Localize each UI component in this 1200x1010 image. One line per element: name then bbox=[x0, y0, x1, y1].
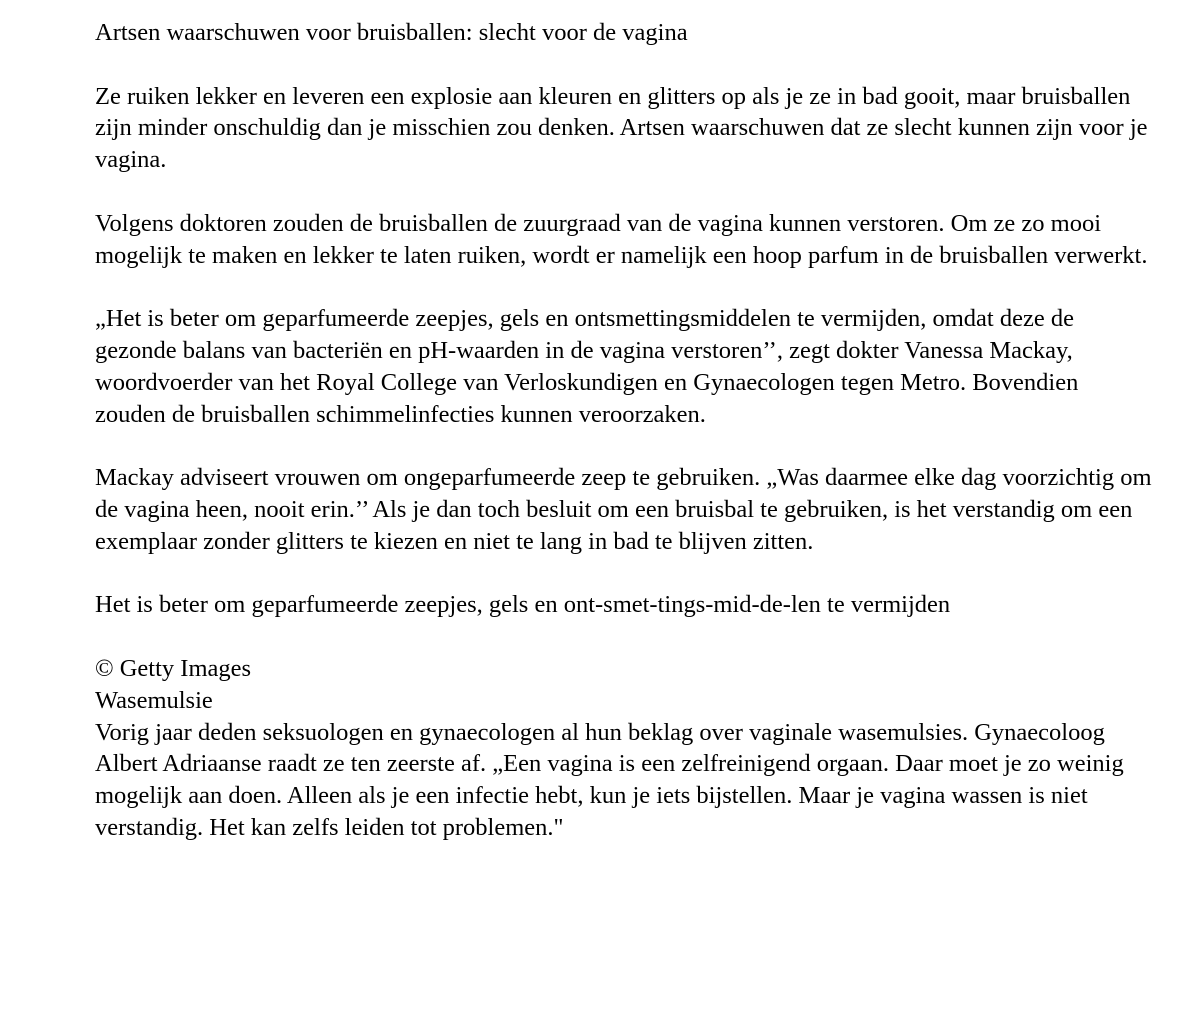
article-paragraph-4: Mackay adviseert vrouwen om ongeparfumeerde zeep te gebruiken. „Was daarmee elke dag voorzichtig om de vagina heen, nooit erin.’’ Als je dan toch besluit om een bruisbal te gebruiken, is het verstandig om een exemplaar zonder glitters te kiezen en niet te lang in bad te blijven zitten. bbox=[95, 464, 1152, 555]
image-credit: © Getty Images bbox=[95, 654, 252, 682]
article-paragraph-3: „Het is beter om geparfumeerde zeepjes, gels en ontsmettingsmiddelen te vermijden, omdat deze de gezonde balans van bacteriën en pH-waarden in de vagina verstoren’’, zegt dokter Vanessa Mackay, woordvoerder van het Royal College van Verloskundigen en Gynaecologen tegen Metro. Bovendien zouden de bruisballen schimmelinfecties kunnen veroorzaken. bbox=[95, 305, 1079, 428]
subheading: Wasemulsie bbox=[95, 686, 213, 714]
article-document bbox=[95, 17, 1155, 844]
article-title: Artsen waarschuwen voor bruisballen: slecht voor de vagina bbox=[95, 19, 688, 46]
pull-quote: Het is beter om geparfumeerde zeepjes, gels en ont-smet-tings-mid-de-len te vermijden bbox=[95, 591, 951, 619]
article-paragraph-1: Ze ruiken lekker en leveren een explosie aan kleuren en glitters op als je ze in bad gooit, maar bruisballen zijn minder onschuldig dan je misschien zou denken. Artsen waarschuwen dat ze slecht kunnen zijn voor je vagina. bbox=[95, 82, 1148, 174]
article-paragraph-2: Volgens doktoren zouden de bruisballen de zuurgraad van de vagina kunnen verstoren. Om ze zo mooi mogelijk te maken en lekker te laten ruiken, wordt er namelijk een hoop parfum in de bruisballen verwerkt. bbox=[95, 209, 1148, 269]
article-paragraph-final: Vorig jaar deden seksuologen en gynaecologen al hun beklag over vaginale wasemulsies. Gynaecoloog Albert Adriaanse raadt ze ten zeerste af. „Een vagina is een zelfreinigend orgaan. Daar moet je zo weinig mogelijk aan doen. Alleen als je een infectie hebt, kun je iets bijstellen. Maar je vagina wassen is niet verstandig. Het kan zelfs leiden tot problemen." bbox=[95, 718, 1124, 841]
